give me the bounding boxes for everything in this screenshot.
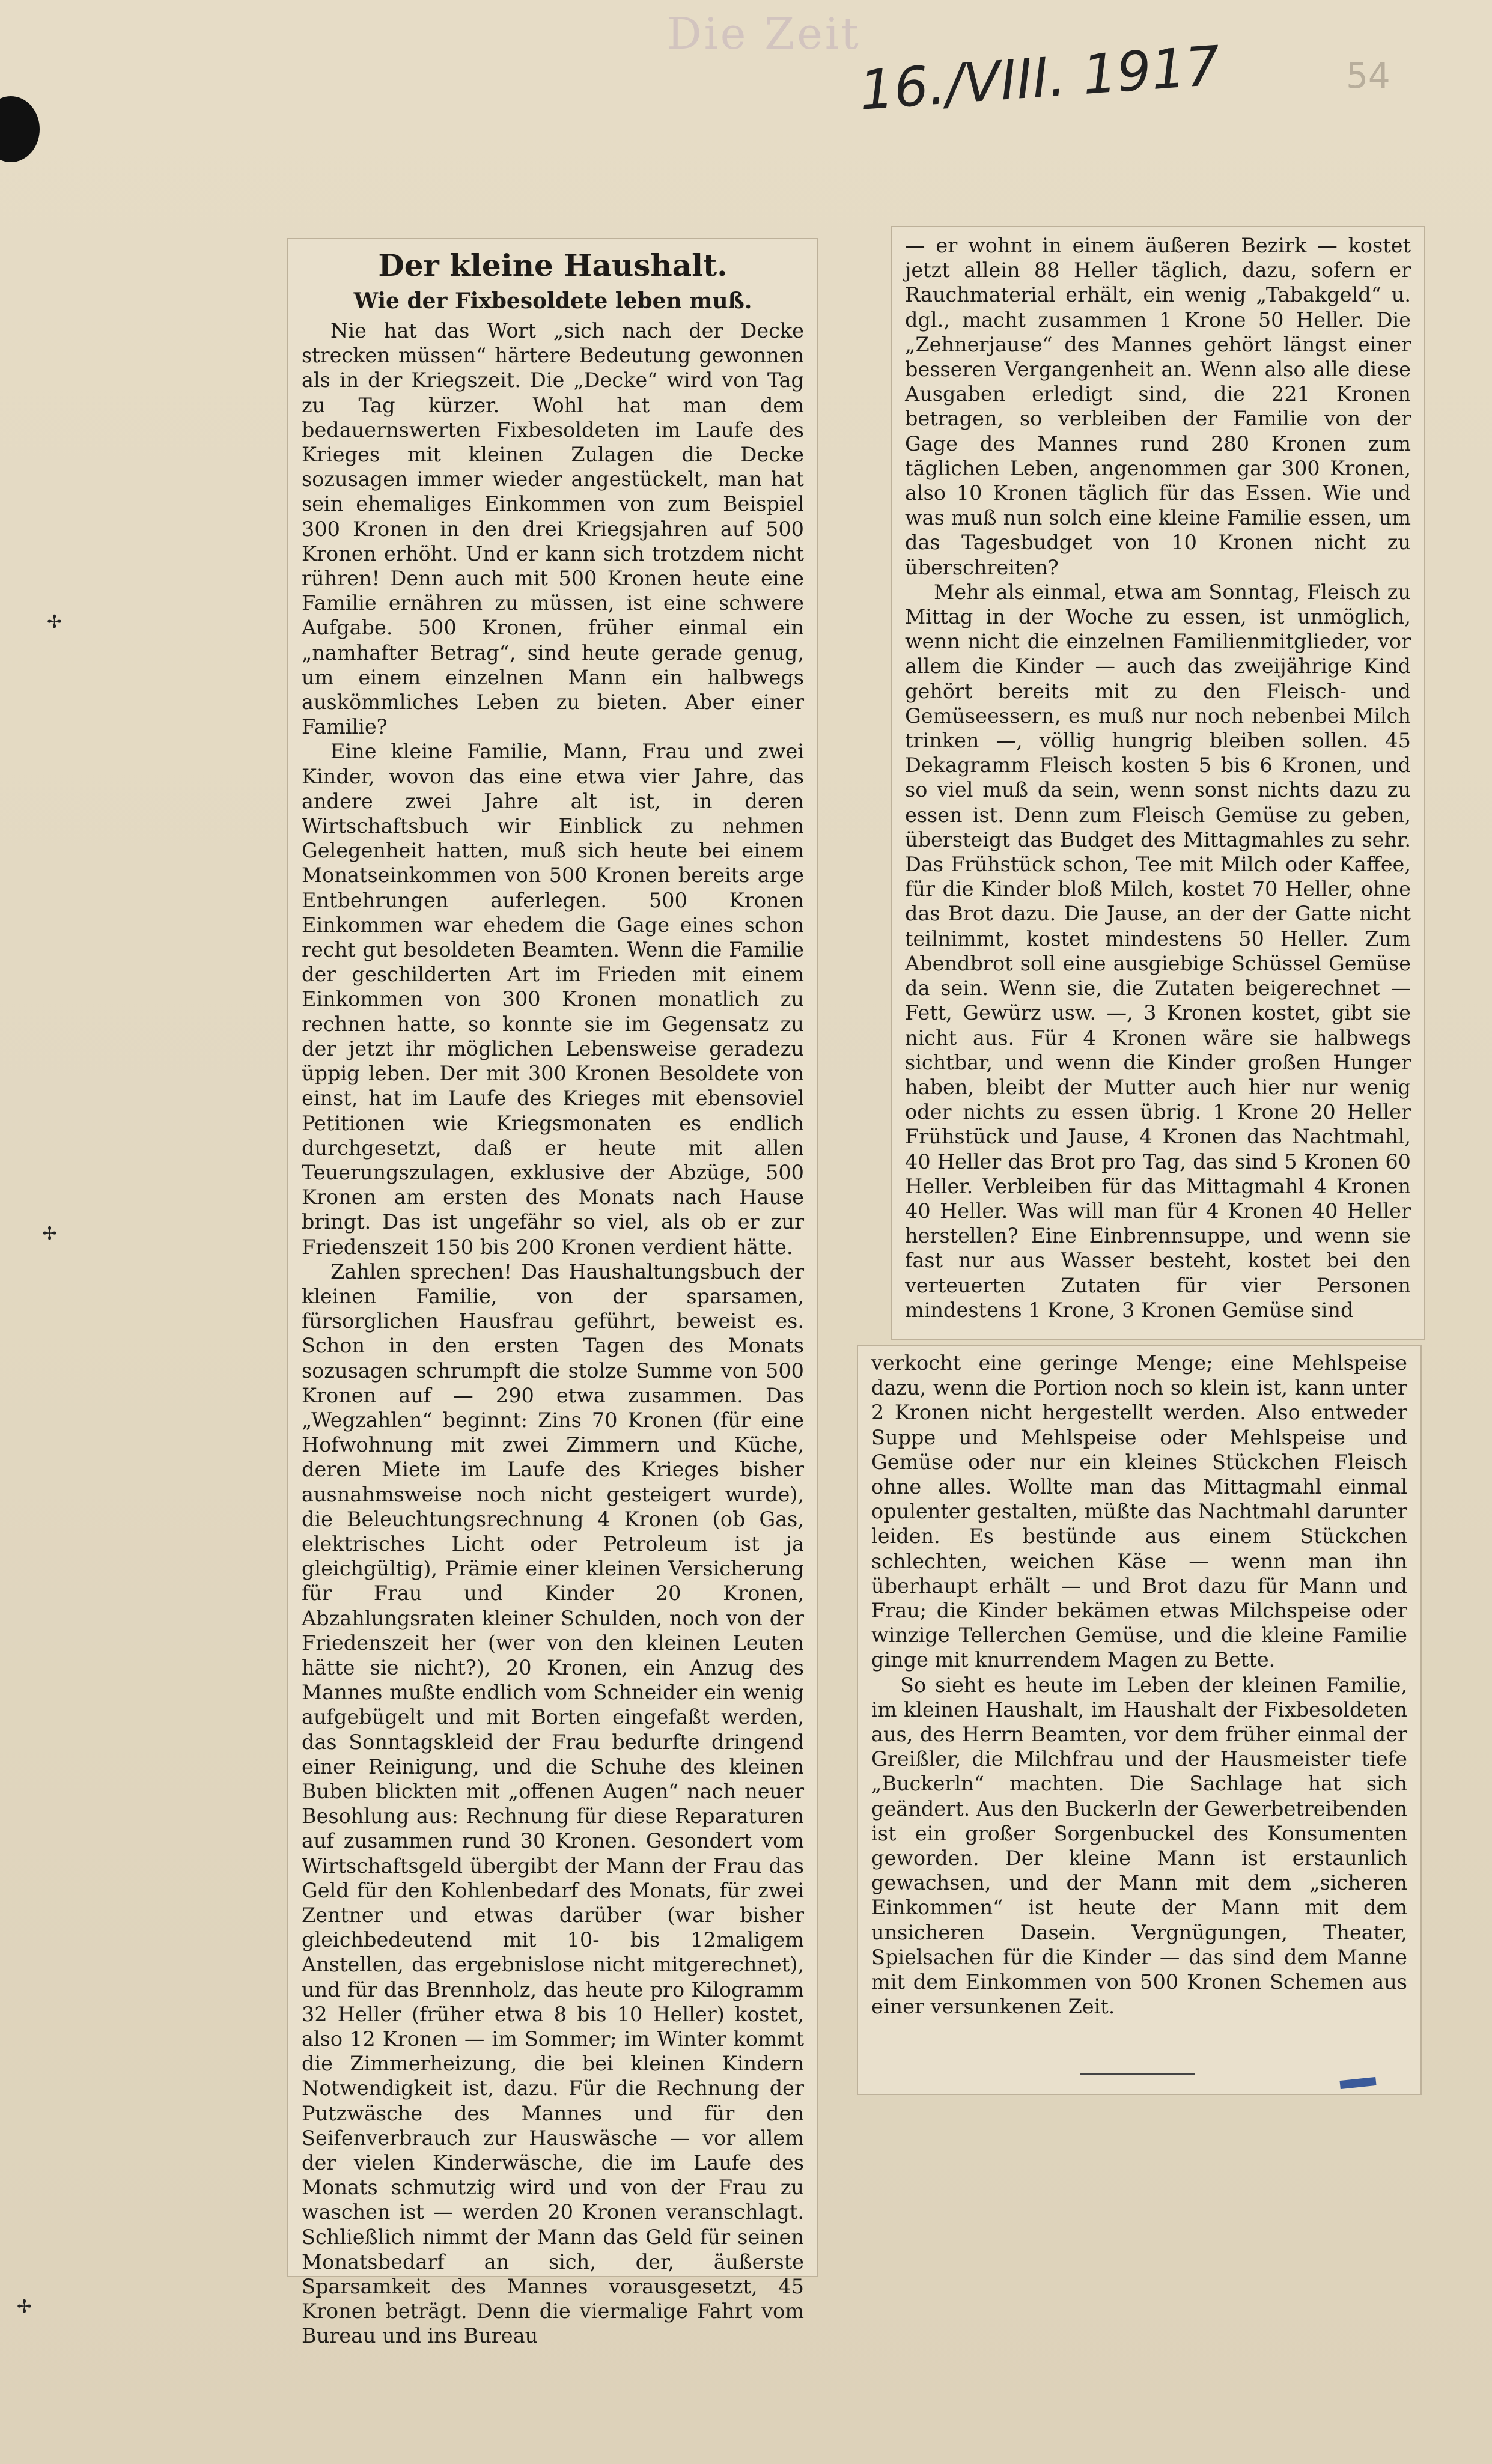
paragraph: So sieht es heute im Leben der kleinen Familie, im kleinen Haushalt, im Haushalt der Fixbesoldeten aus, des Herrn Beamten, vor dem früher einmal der Greißler, die Milchfrau und der Hausmeister tiefe „Buckerln“ machten. Die Sachlage hat sich geändert. Aus den Buckerln der Gewerbetreibenden ist ein großer Sorgenbuckel des Konsumenten geworden. Der kleine Mann ist erstaunlich gewachsen, und der Mann mit dem „sicheren Einkommen“ ist heute der Mann mit dem unsicheren Dasein. Vergnügungen, Theater, Spielsachen für die Kinder — das sind dem Manne mit dem Einkommen von 500 Kronen Schemen aus einer versunkenen Zeit. [871,1673,1408,2019]
newspaper-stamp: Die Zeit [667,8,861,59]
handwritten-date: 16./VIII. 1917 [857,34,1222,123]
clipping-column-3 [858,1346,1420,2094]
paragraph: — er wohnt in einem äußeren Bezirk — kostet jetzt allein 88 Heller täglich, dazu, sofern er Rauchmaterial erhält, ein wenig „Tabakgeld“ u. dgl., macht zusammen 1 Krone 50 Heller. Die „Zehnerjause“ des Mannes gehört längst einer besseren Vergangenheit an. Wenn also alle diese Ausgaben erledigt sind, die 221 Kronen betragen, so verbleiben der Familie von der Gage des Mannes rund 280 Kronen zum täglichen Leben, angenommen gar 300 Kronen, also 10 Kronen täglich für das Essen. Wie und was muß nun solch eine kleine Familie essen, um das Tagesbudget von 10 Kronen nicht zu überschreiten? [905,234,1411,579]
punch-hole [0,96,40,162]
margin-mark: ✢ [47,612,62,633]
article-subtitle: Wie der Fixbesoldete leben muß. [353,288,752,314]
clipping-column-2 [892,227,1424,1339]
paragraph: Eine kleine Familie, Mann, Frau und zwei Kinder, wovon das eine etwa vier Jahre, das andere zwei Jahre alt ist, in deren Wirtschaftsbuch wir Einblick zu nehmen Gelegenheit hatten, muß sich heute bei einem Monatseinkommen von 500 Kronen bereits arge Entbehrungen auferlegen. 500 Kronen Einkommen war ehedem die Gage eines schon recht gut besoldeten Beamten. Wenn die Familie der geschilderten Art im Frieden mit einem Einkommen von 300 Kronen monatlich zu rechnen hatte, so konnte sie im Gegensatz zu der jetzt ihr möglichen Lebensweise geradezu üppig leben. Der mit 300 Kronen Besoldete von einst, hat im Laufe des Krieges mit ebensoviel Petitionen wie Kriegsmonaten es endlich durchgesetzt, daß er heute mit allen Teuerungszulagen, exklusive der Abzüge, 500 Kronen am ersten des Monats nach Hause bringt. Das ist ungefähr so viel, als ob er zur Friedenszeit 150 bis 200 Kronen verdient hätte. [302,740,804,1259]
article-column-2 [905,233,1411,1322]
end-rule [1080,2073,1195,2075]
paragraph: Mehr als einmal, etwa am Sonntag, Fleisch zu Mittag in der Woche zu essen, ist unmöglich, wenn nicht die einzelnen Familienmitglieder, vor allem die Kinder — auch das zweijährige Kind gehört bereits mit zu den Fleisch- und Gemüseessern, es muß nur noch nebenbei Milch trinken —, völlig hungrig bleiben sollen. 45 Dekagramm Fleisch kosten 5 bis 6 Kronen, und so viel muß da sein, wenn sonst nichts dazu zu essen ist. Denn zum Fleisch Gemüse zu geben, übersteigt das Budget des Mittagmahles zu sehr. Das Frühstück schon, Tee mit Milch oder Kaffee, für die Kinder bloß Milch, kostet 70 Heller, ohne das Brot dazu. Die Jause, an der der Gatte nicht teilnimmt, kostet mindestens 50 Heller. Zum Abendbrot soll eine ausgiebige Schüssel Gemüse da sein. Wenn sie, die Zutaten beigerechnet — Fett, Gewürz usw. —, 3 Kronen kostet, gibt sie nicht aus. Für 4 Kronen wäre sie halbwegs sichtbar, und wenn die Kinder großen Hunger haben, bleibt der Mutter auch hier nur wenig oder nichts zu essen übrig. 1 Krone 20 Heller Frühstück und Jause, 4 Kronen das Nachtmahl, 40 Heller das Brot pro Tag, das sind 5 Kronen 60 Heller. Verbleiben für das Mittagmahl 4 Kronen 40 Heller. Was will man für 4 Kronen 40 Heller herstellen? Eine Einbrennsuppe, und wenn sie fast nur aus Wasser besteht, kostet bei den verteuerten Zutaten für vier Personen mindestens 1 Krone, 3 Kronen Gemüse sind [905,580,1411,1322]
article-column-3 [871,1351,1407,2019]
article-column-1 [302,246,804,2349]
paragraph: Nie hat das Wort „sich nach der Decke strecken müssen“ härtere Bedeutung gewonnen als in der Kriegszeit. Die „Decke“ wird von Tag zu Tag kürzer. Wohl hat man dem bedauernswerten Fixbesoldeten im Laufe des Krieges mit kleinen Zulagen die Decke sozusagen immer wieder angestückelt, man hat sein ehemaliges Einkommen von zum Beispiel 300 Kronen in den drei Kriegsjahren auf 500 Kronen erhöht. Und er kann sich trotzdem nicht rühren! Denn auch mit 500 Kronen heute eine Familie ernähren zu müssen, ist eine schwere Aufgabe. 500 Kronen, früher einmal ein „namhafter Betrag“, sind heute gerade genug, um einem einzelnen Mann ein halbwegs auskömmliches Leben zu bieten. Aber einer Familie? [302,319,804,739]
margin-mark: ✢ [42,1223,58,1244]
page-number: 54 [1346,55,1390,96]
article-title: Der kleine Haushalt. [378,248,728,283]
margin-mark: ✢ [17,2296,32,2317]
clipping-column-1 [288,239,817,2348]
paragraph: verkocht eine geringe Menge; eine Mehlspeise dazu, wenn die Portion noch so klein ist, kann unter 2 Kronen nicht hergestellt werden. Also entweder Suppe und Mehlspeise oder Mehlspeise und Gemüse oder nur ein kleines Stückchen Fleisch ohne alles. Wollte man das Mittagmahl einmal opulenter gestalten, müßte das Nachtmahl darunter leiden. Es bestünde aus einem Stückchen schlechten, weichen Käse — wenn man ihn überhaupt erhält — und Brot dazu für Mann und Frau; die Kinder bekämen etwas Milchspeise oder winzige Tellerchen Gemüse, und die kleine Familie ginge mit knurrendem Magen zu Bette. [871,1351,1407,1672]
paragraph: Zahlen sprechen! Das Haushaltungsbuch der kleinen Familie, von der sparsamen, fürsorglichen Hausfrau geführt, beweist es. Schon in den ersten Tagen des Monats sozusagen schrumpft die stolze Summe von 500 Kronen auf — 290 etwa zusammen. Das „Wegzahlen“ beginnt: Zins 70 Kronen (für eine Hofwohnung mit zwei Zimmern und Küche, deren Miete im Laufe des Krieges bisher ausnahmsweise noch nicht gesteigert wurde), die Beleuchtungsrechnung 4 Kronen (ob Gas, elektrisches Licht oder Petroleum ist ja gleichgültig), Prämie einer kleinen Versicherung für Frau und Kinder 20 Kronen, Abzahlungsraten kleiner Schulden, noch von der Friedenszeit her (wer von den kleinen Leuten hätte sie nicht?), 20 Kronen, ein Anzug des Mannes mußte endlich vom Schneider ein wenig aufgebügelt und mit Borten eingefaßt werden, das Sonntagskleid der Frau bedurfte dringend einer Reinigung, und die Schuhe des kleinen Buben blickten mit „offenen Augen“ nach neuer Besohlung aus: Rechnung für diese Reparaturen auf zusammen rund 30 Kronen. Gesondert vom Wirtschaftsgeld übergibt der Mann der Frau das Geld für den Kohlenbedarf des Monats, für zwei Zentner und etwas darüber (war bisher gleichbedeutend mit 10- bis 12maligem Anstellen, das ergebnislose nicht mitgerechnet), und für das Brennholz, das heute pro Kilogramm 32 Heller (früher etwa 8 bis 10 Heller) kostet, also 12 Kronen — im Sommer; im Winter kommt die Zimmerheizung, die bei kleinen Kindern Notwendigkeit ist, dazu. Für die Rechnung der Putzwäsche des Mannes und für den Seifenverbrauch zur Hauswäsche — vor allem der vielen Kinderwäsche, die im Laufe des Monats schmutzig wird und von der Frau zu waschen ist — werden 20 Kronen veranschlagt. Schließlich nimmt der Mann das Geld für seinen Monatsbedarf an sich, der, äußerste Sparsamkeit des Mannes vorausgesetzt, 45 Kronen beträgt. Denn die viermalige Fahrt vom Bureau und ins Bureau [302,1259,804,2348]
